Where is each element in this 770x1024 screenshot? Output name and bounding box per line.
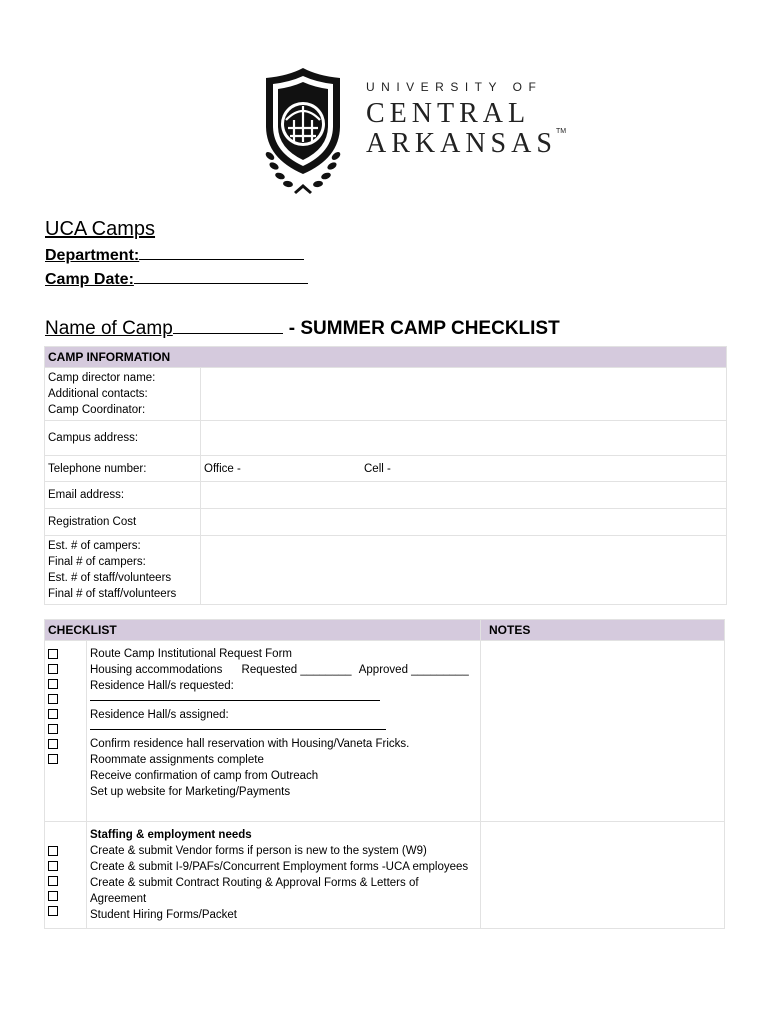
checkbox-i9[interactable] [48,861,58,871]
item-hall-requested: Residence Hall/s requested: [90,680,234,692]
telephone-value[interactable] [201,456,727,482]
est-campers-label: Est. # of campers: [48,540,141,552]
camp-info-heading: CAMP INFORMATION [45,347,727,368]
hall-requested-line[interactable] [90,700,380,701]
telephone-label: Telephone number: [45,456,201,482]
item-roommate: Roommate assignments complete [90,754,264,766]
notes-cell-2[interactable] [481,822,725,929]
item-vendor: Create & submit Vendor forms if person is new to the system (W9) [90,845,427,857]
checkbox-column-2 [45,822,87,929]
logo-line-3: ARKANSAS [366,128,557,159]
office-label: Office - [204,463,241,475]
item-confirm: Confirm residence hall reservation with Housing/Vaneta Fricks. [90,738,410,750]
checkbox-extra[interactable] [48,906,58,916]
logo-line-2: CENTRAL [366,98,531,129]
checkbox-column-1 [45,641,87,822]
hall-assigned-line[interactable] [90,729,386,730]
coordinator-label: Camp Coordinator: [48,404,146,416]
email-label: Email address: [45,482,201,509]
email-value[interactable] [201,482,727,509]
contacts-label: Additional contacts: [48,388,148,400]
cell-label: Cell - [364,463,391,475]
logo-line-1: UNIVERSITY OF [366,80,543,94]
contacts-labels [45,368,201,421]
item-i9: Create & submit I-9/PAFs/Concurrent Employment forms -UCA employees [90,861,469,873]
director-label: Camp director name: [48,372,156,384]
page-title: UCA Camps [45,218,156,240]
department-blank[interactable] [139,246,304,260]
staffing-heading: Staffing & employment needs [90,829,252,841]
item-website: Set up website for Marketing/Payments [90,786,291,798]
checkbox-confirm[interactable] [48,724,58,734]
housing-requested: Requested ________ [241,664,352,676]
checkbox-hall-requested-line[interactable] [48,694,58,704]
campus-address-label: Campus address: [45,421,201,456]
est-staff-label: Est. # of staff/volunteers [48,572,172,584]
item-receive: Receive confirmation of camp from Outreach [90,770,319,782]
checklist-title: - SUMMER CAMP CHECKLIST [288,318,560,339]
checkbox-hall-assigned[interactable] [48,709,58,719]
camp-info-table [44,346,727,605]
notes-cell-1[interactable] [481,641,725,822]
checklist-items-2 [87,822,481,929]
shield-icon [258,66,358,198]
uca-logo [258,66,578,198]
checkbox-receive[interactable] [48,754,58,764]
registration-cost-value[interactable] [201,509,727,536]
camp-title-line [45,318,560,340]
item-hall-assigned: Residence Hall/s assigned: [90,709,229,721]
checklist-items-1 [87,641,481,822]
checkbox-contract[interactable] [48,876,58,886]
item-student: Student Hiring Forms/Packet [90,909,238,921]
item-route: Route Camp Institutional Request Form [90,648,292,660]
checkbox-student[interactable] [48,891,58,901]
camper-count-value[interactable] [201,536,727,605]
checkbox-vendor[interactable] [48,846,58,856]
final-staff-label: Final # of staff/volunteers [48,588,177,600]
housing-label: Housing accommodations [90,664,223,676]
item-contract: Create & submit Contract Routing & Approval Forms & Letters of Agreement [90,877,419,905]
registration-cost-label: Registration Cost [45,509,201,536]
camp-date-field[interactable] [45,270,308,289]
final-campers-label: Final # of campers: [48,556,146,568]
logo-trademark: TM [556,128,567,135]
camp-name-blank[interactable] [173,318,283,334]
camp-date-label: Camp Date: [45,271,134,288]
item-housing [90,662,477,678]
camper-count-labels [45,536,201,605]
notes-heading: NOTES [481,620,725,641]
housing-approved: Approved _________ [358,664,469,676]
department-label: Department: [45,247,140,264]
camp-name-label: Name of Camp [45,318,173,339]
campus-address-value[interactable] [201,421,727,456]
checkbox-route[interactable] [48,649,58,659]
camp-date-blank[interactable] [134,270,308,284]
checkbox-housing[interactable] [48,664,58,674]
contacts-value[interactable] [201,368,727,421]
department-field[interactable] [45,246,304,265]
checklist-heading: CHECKLIST [45,620,481,641]
checkbox-roommate[interactable] [48,739,58,749]
checklist-table [44,619,725,929]
checkbox-hall-requested[interactable] [48,679,58,689]
